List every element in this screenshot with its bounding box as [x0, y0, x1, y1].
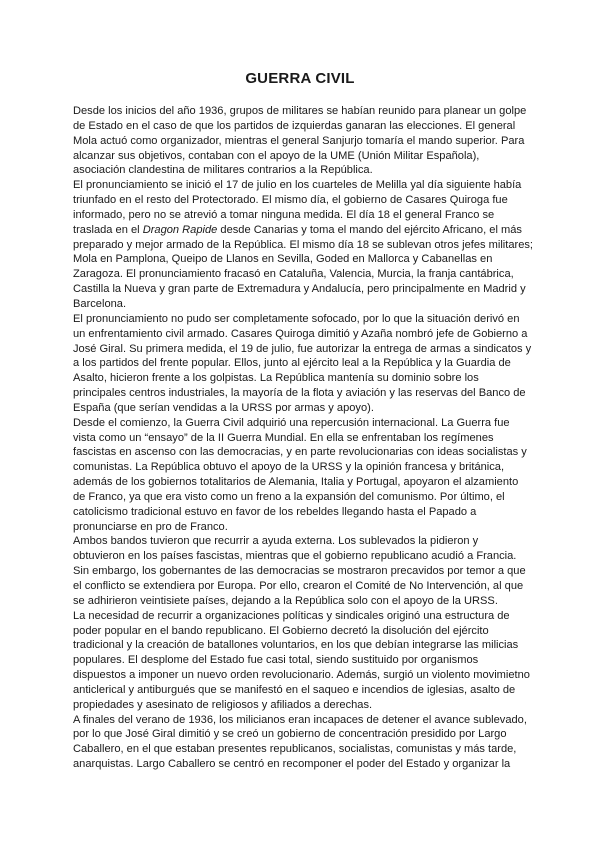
paragraph-golpe: Desde los inicios del año 1936, grupos de militares se habían reunido para planear un golpe de Estado en el caso de que los partidos de izquierdas ganaran las elecciones. El general Mola actuó como organizador, mientras el general Sanjurjo tomaría el mando superior. Para alcanzar sus objetivos, contaban con el apoyo de la UME (Unión Militar Española), asociación clandestina de militares contrarios a la República.: [73, 105, 527, 177]
paragraph-text: El pronunciamiento se inició el 17 de julio en los cuarteles de Melilla yal día siguiente había triunfado en el resto del Protectorado. El mismo día, el gobierno de Casares Quiroga fue informado, pero no se atrevió a tomar ninguna medida. El día 18 el general Franco se trasladа en el: [73, 179, 522, 236]
paragraph-largo-caballero: A finales del verano de 1936, los milicianos eran incapaces de detener el avance sublevado, por lo que José Giral dimitió y se creó un gobierno de concentración presidido por Largo Caballero, en el que estaban presentes republicanos, socialistas, comunistas y más tarde, anarquistas. Largo Caballero se centró en recomponer el poder del Estado y organizar la: [73, 713, 527, 771]
paragraph-repercusion: Desde el comienzo, la Guerra Civil adquirió una repercusión internacional. La Guerra fue vista como un “ensayo” de la II Guerra Mundial. En ella se enfrentaban los regímenes fascistas en ascenso con las democracias, y en parte revolucionarias con ideas socialistas y comunistas. La República obtuvo el apoyo de la URSS y la opinión francesa y británica, además de los gobiernos totalitarios de Alemania, Italia y Portugal, apoyaron el alzamiento de Franco, ya que era visto como un freno a la expansión del comunismo. Por último, el catolicismo tradicional estuvo en favor de los rebeldes llegando hasta el Papado a pronunciarse en pro de Franco.: [73, 416, 527, 533]
paragraph-ayuda-externa: Ambos bandos tuvieron que recurrir a ayuda externa. Los sublevados la pidieron y obtuvieron en los países fascistas, mientras que el gobierno republicano acudió a Francia. Sin embargo, los gobernantes de las democracias se mostraron precavidos por temor a que el conflicto se extendiera por Europa. Por ello, crearon el Comité de No Intervención, al que se adhirieron veintisiete países, dejando a la República solo con el apoyo de la URSS.: [73, 535, 526, 607]
paragraph-text: desde Canarias y toma el mando del ejército Africano, el más preparado y mejor armado de la República. El mismo día 18 se sublevan otros jefes militares; Mola en Pamplona, Queipo de Llanos en Sevilla, Goded en Mallorca y Cabanellas en Zaragoza. El pronunciamiento fracasó en Cataluña, Valencia, Murcia, la franja cantábrica, Castilla la Nueva y gran parte de Extremadura y Andalucía, pero principalmente en Madrid y Barcelona.: [73, 223, 533, 310]
ship-name: Dragon Rapide: [142, 223, 218, 236]
page-title: GUERRA CIVIL: [245, 70, 355, 87]
paragraph-pronunciamiento: [73, 178, 533, 312]
paragraph-enfrentamiento: El pronunciamiento no pudo ser completamente sofocado, por lo que la situación derivó en un enfrentamiento civil armado. Casares Quiroga dimitió y Azaña nombró jefe de Gobierno a José Giral. Su primera medida, el 19 de julio, fue autorizar la entrega de armas a sindicatos y a los partidos del frente popular. Ellos, junto al ejército leal a la República y la Guardia de Asalto, hicieron frente a los golpistas. La República mantenía su dominio sobre los principales centros industriales, la mayoría de la flota y aviación y las reservas del Banco de España (que serían vendidas a la URSS por armas y apoyo).: [73, 312, 532, 414]
paragraph-poder-popular: La necesidad de recurrir a organizaciones políticas y sindicales originó una estructura de poder popular en el bando republicano. El Gobierno decretó la disolución del ejército tradicional y la creación de batallones voluntarios, en los que debían integrarse las milicias populares. El desplome del Estado fue casi total, siendo sustituido por organismos dispuestos a imponer un nuevo orden revolucionario. Además, surgió un violento movimietno anticlerical y antiburgués que se manifestó en el saqueo e incendios de iglesias, asalto de propiedades y asesinato de religiosos y afiliados a derechas.: [73, 609, 530, 711]
document-body: [73, 104, 533, 772]
